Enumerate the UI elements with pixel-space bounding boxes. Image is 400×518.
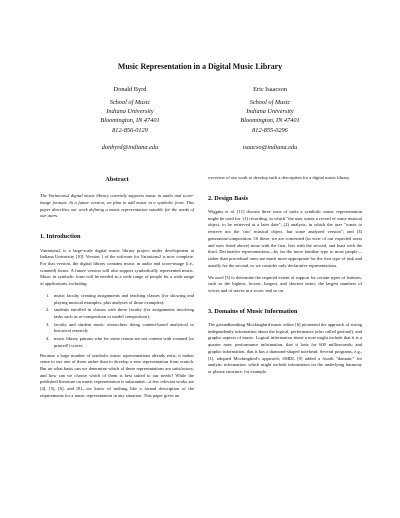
author-university: Indiana University	[106, 108, 154, 116]
list-number: 2.	[46, 307, 50, 313]
author-block-1	[60, 85, 200, 152]
author-name: Eric Isaacson	[253, 86, 287, 93]
abstract-text: The Variations2 digital music library currently supports music in audio and score-image formats. In a future version, we plan to add music in a symbolic form. This paper describes our work defining a music representation suitable for the needs of our users.	[40, 193, 194, 219]
list-item	[40, 336, 194, 349]
list-item	[40, 293, 194, 306]
design-basis-paragraph-1: Wiggins et al. [11] discuss three sorts of tasks a symbolic music representation might be used for: (1) recording, in which "the user wants a record of some musical object, to be retrieved at a later date"; (2) analysis, in which the user "wants to retrieve not the 'raw' musical object, but some analyzed version"; and (3) generation/composition. Of these, we are concerned (in view of our expected users and uses listed above) most with the first, less with the second, and least with the third. Declarative representations—by far the more familiar type to most people—rather than procedural ones are much more appropriate for the first type of task and usually for the second, so we consider only declarative representations.	[208, 209, 362, 268]
left-column	[40, 175, 194, 405]
section-heading-introduction: 1. Introduction	[40, 233, 81, 241]
domains-paragraph-1: The groundbreaking Mockingbird music editor [6] pioneered the approach of strong independently information about the logical, performance (also called gestural), and graphic aspects of music. Logical information about a note might include that it is a quarter note; performance information, that it lasts for 600 milliseconds; and graphic information, that it has a diamond-shaped notehead. Several programs, e.g., [1], adopted Mockingbird's approach; SMDL [9] added a fourth "domain," for analytic information, which might include information on the underlying harmony or phrase structure, for example.	[208, 321, 362, 374]
list-number: 4.	[46, 336, 50, 342]
author-block-2	[200, 85, 340, 152]
author-email[interactable]: isaacso@indiana.edu	[242, 143, 298, 151]
right-column	[208, 175, 362, 381]
list-text: music library patrons who for some reason are not content with scanned (or printed!) scores.	[54, 336, 194, 348]
intro-paragraph-2: Because a large number of symbolic music representations already exist, it makes sense to use one of these rather than to develop a new representation from scratch. But on what basis can we determine which of these representations are satisfactory, and how can we choose which of them is best suited to our needs? While the published literature on music representation is substantial—a few relevant works are [4], [5], [6], and [8]—we know of nothing like a formal description of the requirements for a music representation in any situation. This paper gives an	[40, 352, 194, 398]
intro-continuation: overview of our work to develop such a description for a digital music library.	[208, 175, 351, 180]
abstract-heading: Abstract	[105, 176, 129, 183]
author-university: Indiana University	[246, 108, 294, 116]
list-number: 3.	[46, 321, 50, 327]
list-text: faculty and student music researchers doing content-based analytical or historical research;	[54, 321, 194, 334]
author-phone: 812-856-0129	[112, 126, 148, 134]
list-item	[40, 322, 194, 335]
section-heading-domains: 3. Domains of Music Information	[208, 307, 298, 315]
design-basis-paragraph-2: We used [3] to determine the required extent of support for certain types of features, such as the highest, lowest, longest, and shortest notes; the largest numbers of voices and of staves in a score; and so on.	[208, 274, 362, 293]
author-city: Bloomington, IN 47401	[100, 117, 160, 125]
author-school: School of Music	[249, 99, 291, 107]
list-text: students enrolled in classes with these faculty (for assignments involving tasks such as re-composition or model composition);	[54, 307, 194, 319]
list-item	[40, 307, 194, 320]
author-phone: 812-855-0296	[252, 126, 288, 134]
author-city: Bloomington, IN 47401	[240, 117, 300, 125]
section-heading-design-basis: 2. Design Basis	[208, 194, 249, 202]
list-number: 1.	[46, 292, 50, 298]
paper-title: Music Representation in a Digital Music Library	[117, 62, 283, 71]
list-text: music faculty creating assignments and teaching classes (for showing and playing musical examples, plus analyses of those examples);	[54, 292, 194, 305]
intro-paragraph-1: Variations2 is a large-scale digital music library project under development at Indiana University [10]. Version 1 of the software for Variations2 is now complete. For that version, the digital library contains music in audio and score-image (i.e., scanned) forms. A future version will also support symbolically represented music. Music in symbolic form will be needed to a wide range of people for a wide range of applications, including:	[40, 247, 194, 287]
author-school: School of Music	[109, 99, 151, 107]
author-name: Donald Byrd	[113, 86, 147, 93]
use-case-list	[40, 293, 194, 350]
author-email[interactable]: donbyrd@indiana.edu	[101, 143, 159, 151]
